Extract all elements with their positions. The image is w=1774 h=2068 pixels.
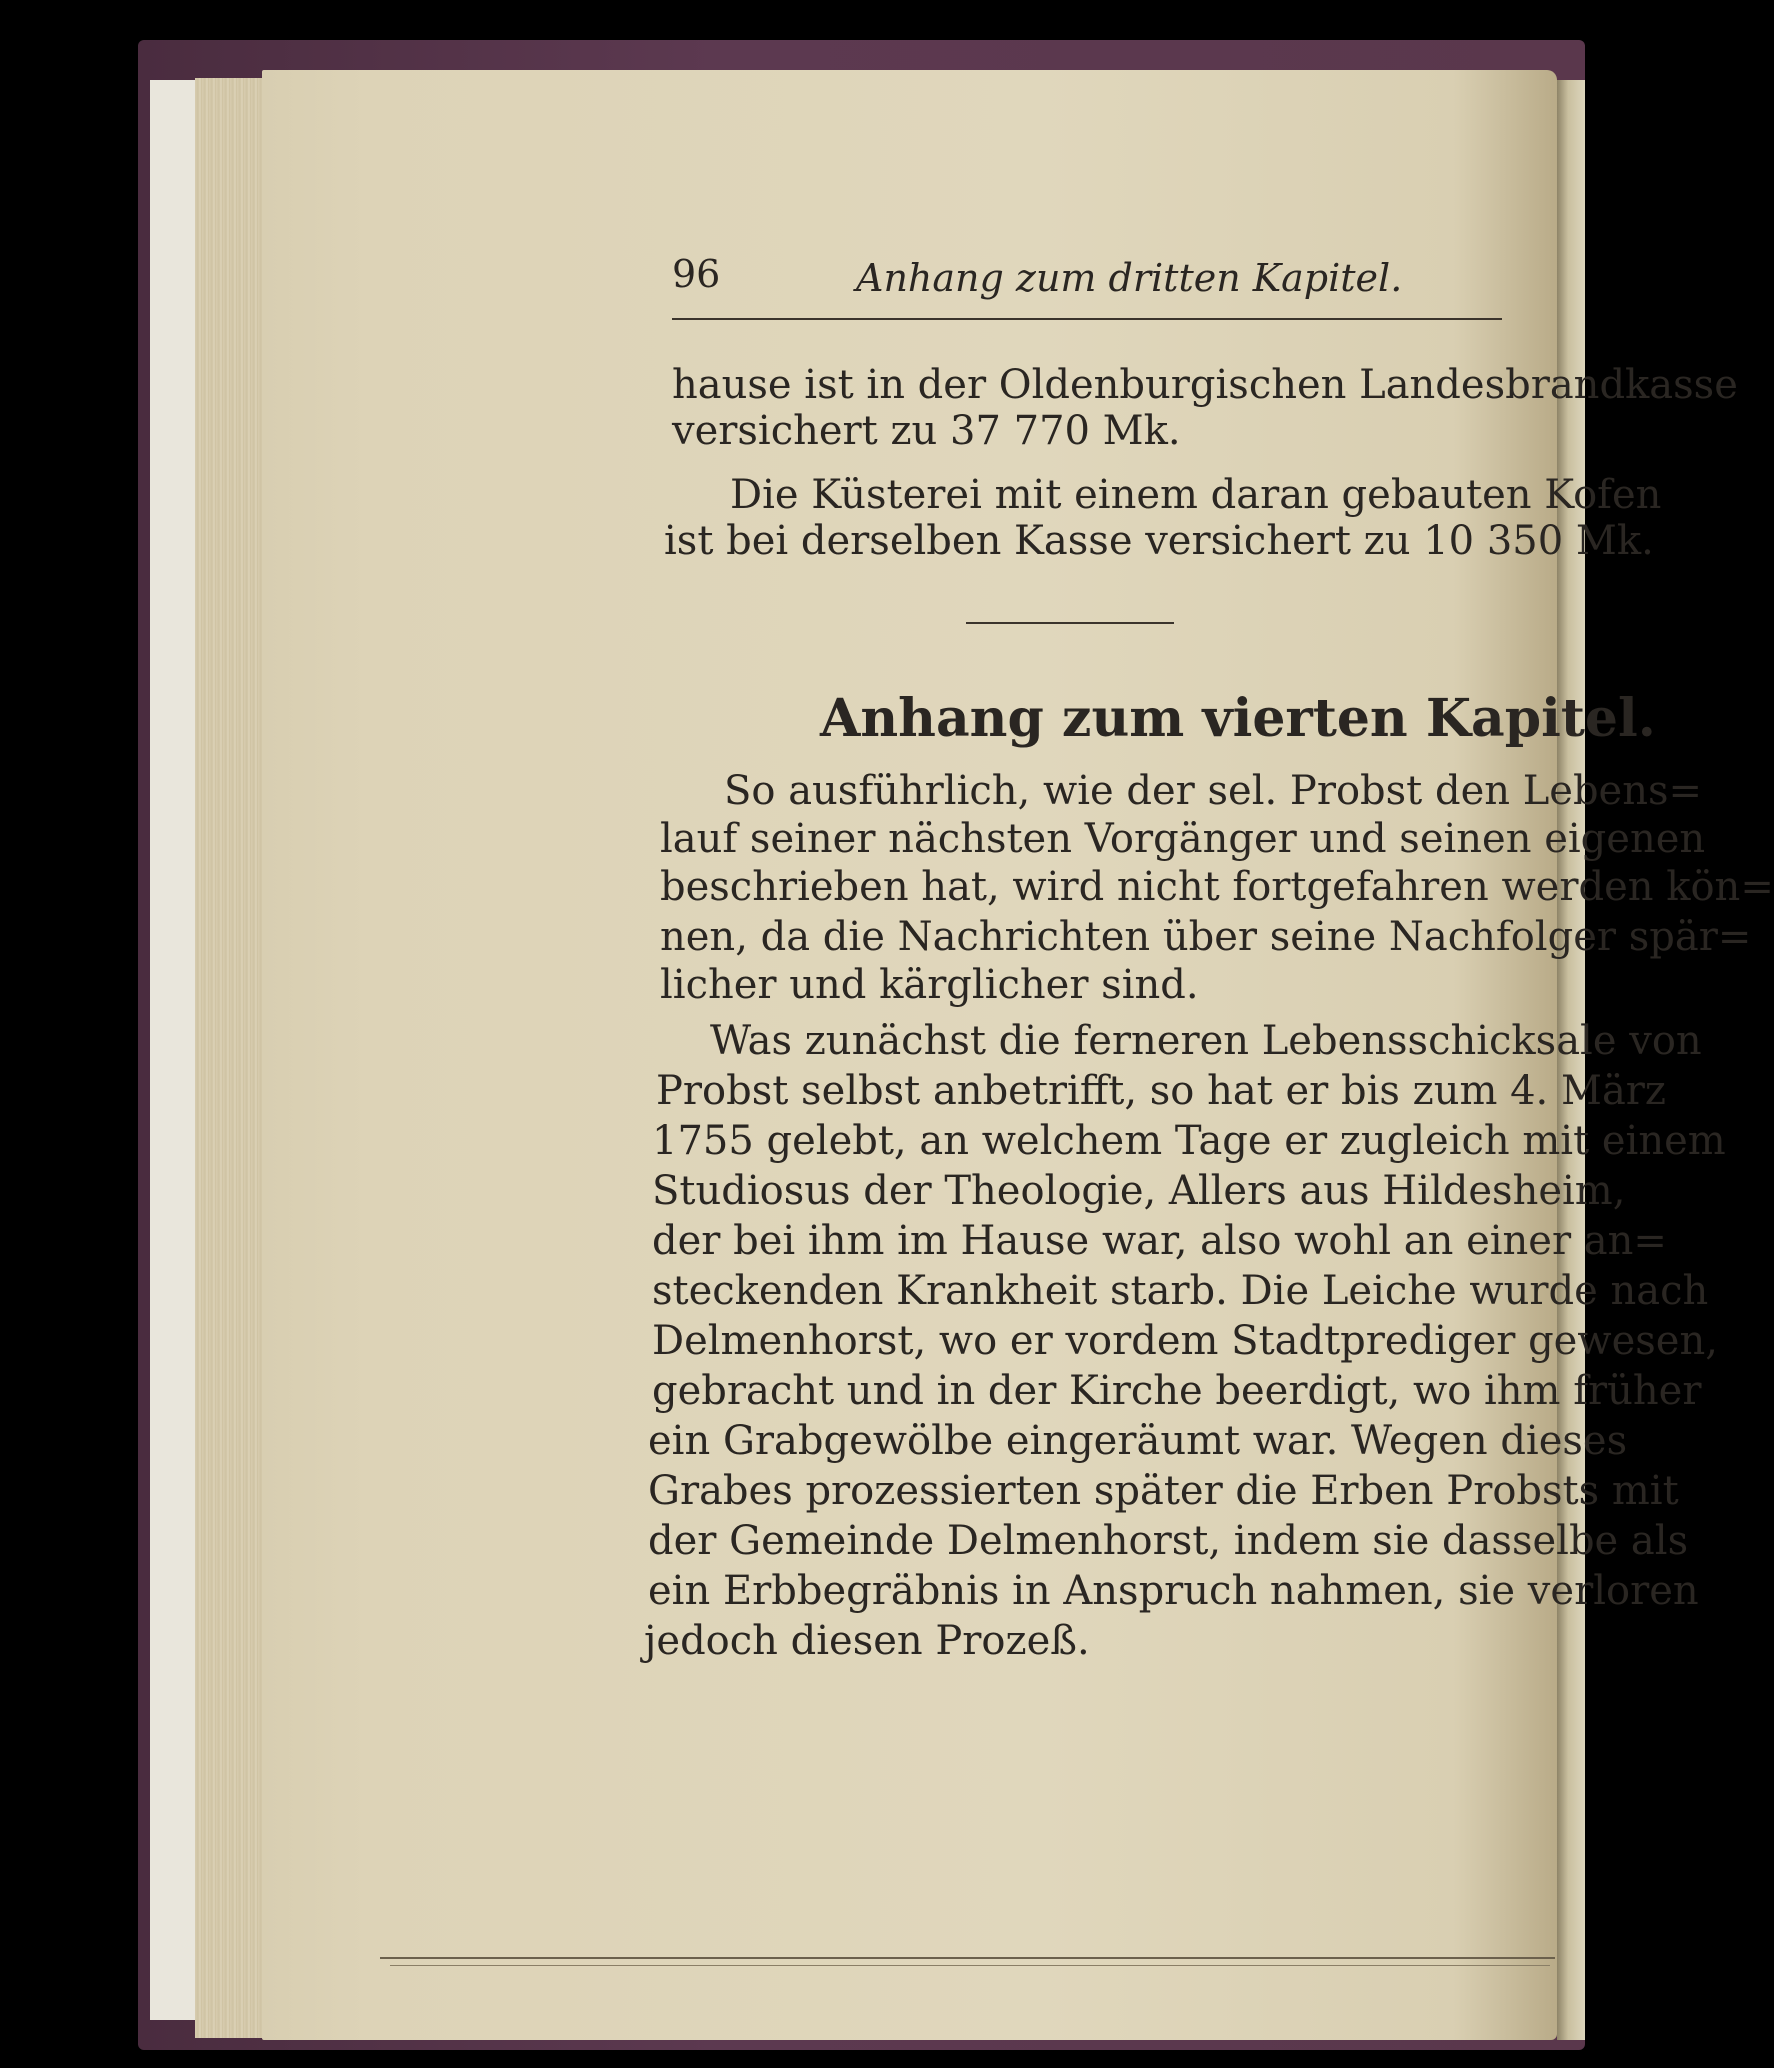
text-line: nen, da die Nachrichten über seine Nachfolger spär=	[660, 914, 1752, 960]
text-line: beschrieben hat, wird nicht fortgefahren werden kön=	[660, 864, 1774, 910]
text-line: ein Grabgewölbe eingeräumt war. Wegen dieses	[648, 1418, 1628, 1464]
text-line: 1755 gelebt, an welchem Tage er zugleich mit einem	[652, 1118, 1726, 1164]
text-line: ein Erbbegräbnis in Anspruch nahmen, sie verloren	[648, 1568, 1699, 1614]
header-rule	[672, 318, 1502, 320]
page-bottom-edge	[390, 1965, 1550, 1966]
page-number: 96	[672, 252, 721, 296]
text-line: der bei ihm im Hause war, also wohl an einer an=	[652, 1218, 1667, 1264]
text-line: Was zunächst die ferneren Lebensschicksale von	[710, 1018, 1702, 1064]
running-title: Anhang zum dritten Kapitel.	[856, 256, 1403, 300]
text-line: hause ist in der Oldenburgischen Landesbrandkasse	[672, 362, 1738, 408]
page-edges	[195, 78, 270, 2038]
text-line: Grabes prozessierten später die Erben Probsts mit	[648, 1468, 1679, 1514]
section-divider	[966, 622, 1174, 624]
text-line: lauf seiner nächsten Vorgänger und seinen eigenen	[660, 816, 1706, 862]
text-line: versichert zu 37 770 Mk.	[672, 408, 1181, 454]
section-heading: Anhang zum vierten Kapitel.	[820, 688, 1656, 749]
text-line: jedoch diesen Prozeß.	[644, 1618, 1090, 1664]
text-line: licher und kärglicher sind.	[660, 962, 1199, 1008]
text-line: Studiosus der Theologie, Allers aus Hildesheim,	[652, 1168, 1626, 1214]
text-line: der Gemeinde Delmenhorst, indem sie dasselbe als	[648, 1518, 1689, 1564]
text-line: Delmenhorst, wo er vordem Stadtprediger gewesen,	[652, 1318, 1718, 1364]
text-line: Probst selbst anbetrifft, so hat er bis zum 4. März	[656, 1068, 1666, 1114]
text-line: Die Küsterei mit einem daran gebauten Kofen	[730, 472, 1662, 518]
page-bottom-edge	[380, 1957, 1555, 1959]
text-line: So ausführlich, wie der sel. Probst den Lebens=	[724, 768, 1703, 814]
text-line: gebracht und in der Kirche beerdigt, wo ihm früher	[652, 1368, 1702, 1414]
text-line: steckenden Krankheit starb. Die Leiche wurde nach	[652, 1268, 1709, 1314]
text-line: ist bei derselben Kasse versichert zu 10 350 Mk.	[664, 518, 1654, 564]
